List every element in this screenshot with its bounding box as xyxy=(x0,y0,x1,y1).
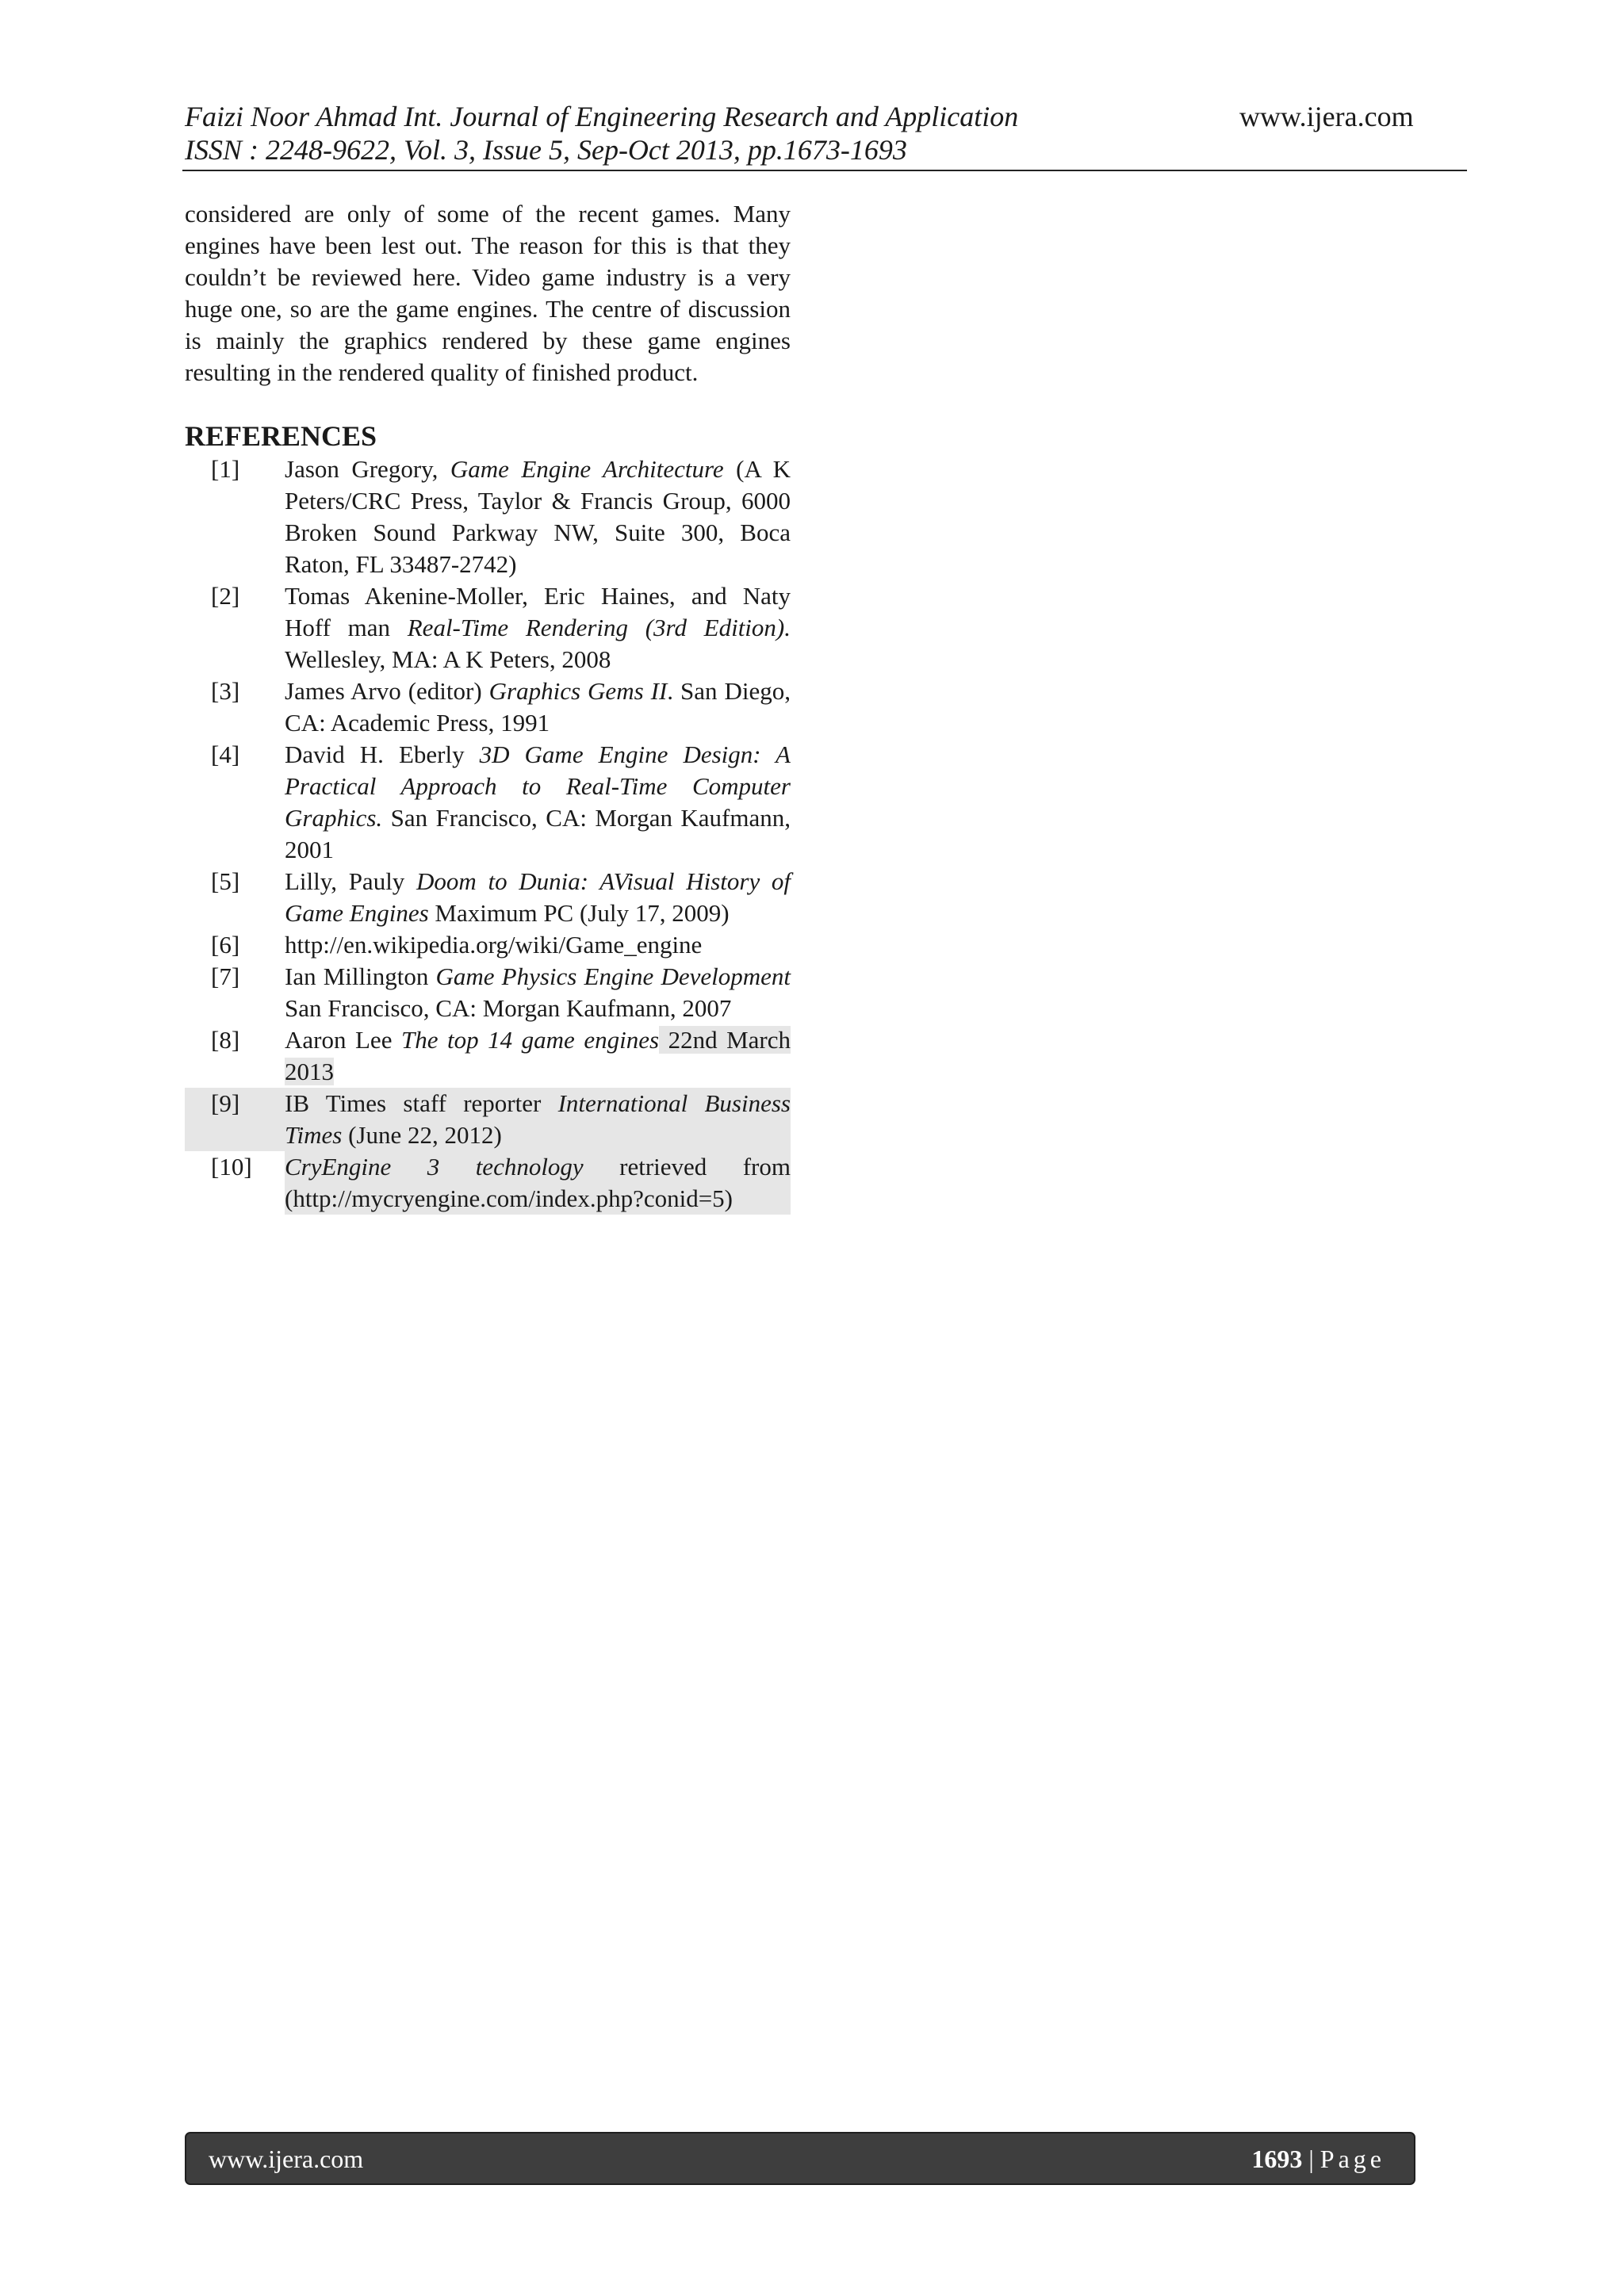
reference-title: The top 14 game engines xyxy=(400,1026,660,1054)
reference-author: David H. Eberly xyxy=(285,740,480,768)
reference-item-3 xyxy=(185,675,791,739)
references-list xyxy=(185,453,791,1215)
header-website: www.ijera.com xyxy=(1239,101,1414,132)
header-journal-title: Faizi Noor Ahmad Int. Journal of Engineering Research and Application xyxy=(185,101,1019,132)
reference-number: [3] xyxy=(211,677,240,705)
reference-number: [5] xyxy=(211,867,240,895)
reference-title: Game Physics Engine Development xyxy=(435,962,791,990)
reference-author: Ian Millington xyxy=(285,962,436,990)
reference-text xyxy=(285,580,791,675)
reference-item-7 xyxy=(185,961,791,1024)
footer-page-label: Page xyxy=(1320,2145,1385,2173)
reference-text-highlighted xyxy=(285,1151,791,1215)
left-text-column xyxy=(185,198,791,1215)
reference-details: San Francisco, CA: Morgan Kaufmann, 2001 xyxy=(285,804,791,863)
reference-author: Tomas Akenine-Moller, Eric Haines, and Naty Hoff man xyxy=(285,582,791,641)
reference-text xyxy=(285,1024,791,1088)
footer-separator: | xyxy=(1302,2145,1320,2173)
reference-title: Graphics Gems II xyxy=(488,677,668,705)
reference-title: 3D Game Engine Design: A Practical Approach to Real-Time Computer Graphics. xyxy=(285,740,791,832)
reference-title: International Business Times xyxy=(285,1089,791,1149)
reference-number: [6] xyxy=(211,931,240,959)
reference-details: retrieved from (http://mycryengine.com/index.php?conid=5) xyxy=(285,1153,791,1212)
reference-text xyxy=(285,453,791,580)
reference-author: James Arvo (editor) xyxy=(285,677,489,705)
reference-title: Real-Time Rendering (3rd Edition). xyxy=(407,614,791,641)
reference-item-1 xyxy=(185,453,791,580)
reference-item-4 xyxy=(185,739,791,866)
reference-url: http://en.wikipedia.org/wiki/Game_engine xyxy=(285,931,703,959)
reference-details: San Francisco, CA: Morgan Kaufmann, 2007 xyxy=(285,994,732,1022)
footer-page-number: 1693 xyxy=(1251,2145,1303,2173)
reference-details: (June 22, 2012) xyxy=(342,1121,502,1149)
page-footer-bar xyxy=(185,2132,1415,2185)
reference-number: [2] xyxy=(211,582,240,610)
reference-details-highlighted: 22nd March 2013 xyxy=(285,1026,791,1085)
references-heading: REFERENCES xyxy=(185,420,377,452)
reference-number: [10] xyxy=(211,1153,252,1181)
reference-title: Game Engine Architecture xyxy=(450,455,724,483)
reference-number: [9] xyxy=(185,1088,285,1151)
reference-number: [1] xyxy=(211,455,240,483)
header-divider xyxy=(182,170,1467,171)
reference-author: Lilly, Pauly xyxy=(285,867,416,895)
reference-text-highlighted xyxy=(285,1088,791,1151)
reference-text xyxy=(285,739,791,866)
reference-number: [7] xyxy=(211,962,240,990)
reference-details: . San Diego, CA: Academic Press, 1991 xyxy=(285,677,791,737)
footer-page-indicator xyxy=(1251,2143,1385,2175)
body-paragraph: considered are only of some of the recent games. Many engines have been lest out. The reason for this is that they couldn’t be reviewed here. Video game industry is a very huge one, so are the game engines. The centre of discussion is mainly the graphics rendered by these game engines resulting in the rendered quality of finished product. xyxy=(185,200,791,386)
reference-item-10 xyxy=(185,1151,791,1215)
reference-item-6 xyxy=(185,929,791,961)
reference-details: (A K Peters/CRC Press, Taylor & Francis Group, 6000 Broken Sound Parkway NW, Suite 300, Boca Raton, FL 33487-2742) xyxy=(285,455,791,578)
reference-number: [4] xyxy=(211,740,240,768)
reference-text xyxy=(285,961,791,1024)
reference-item-8 xyxy=(185,1024,791,1088)
reference-author: Jason Gregory, xyxy=(285,455,450,483)
header-issn-line: ISSN : 2248-9622, Vol. 3, Issue 5, Sep-Oct 2013, pp.1673-1693 xyxy=(185,134,907,166)
footer-website: www.ijera.com xyxy=(209,2145,364,2173)
reference-text xyxy=(285,929,791,961)
reference-author: IB Times staff reporter xyxy=(285,1089,558,1117)
reference-title: Doom to Dunia: AVisual History of Game Engines xyxy=(285,867,791,927)
reference-number: [8] xyxy=(211,1026,240,1054)
reference-details: Maximum PC (July 17, 2009) xyxy=(428,899,730,927)
reference-item-5 xyxy=(185,866,791,929)
reference-author: Aaron Lee xyxy=(285,1026,401,1054)
reference-text xyxy=(285,675,791,739)
reference-details: Wellesley, MA: A K Peters, 2008 xyxy=(285,645,611,673)
reference-text xyxy=(285,866,791,929)
reference-title: CryEngine 3 technology xyxy=(285,1153,584,1181)
reference-item-2 xyxy=(185,580,791,675)
reference-item-9 xyxy=(185,1088,791,1151)
